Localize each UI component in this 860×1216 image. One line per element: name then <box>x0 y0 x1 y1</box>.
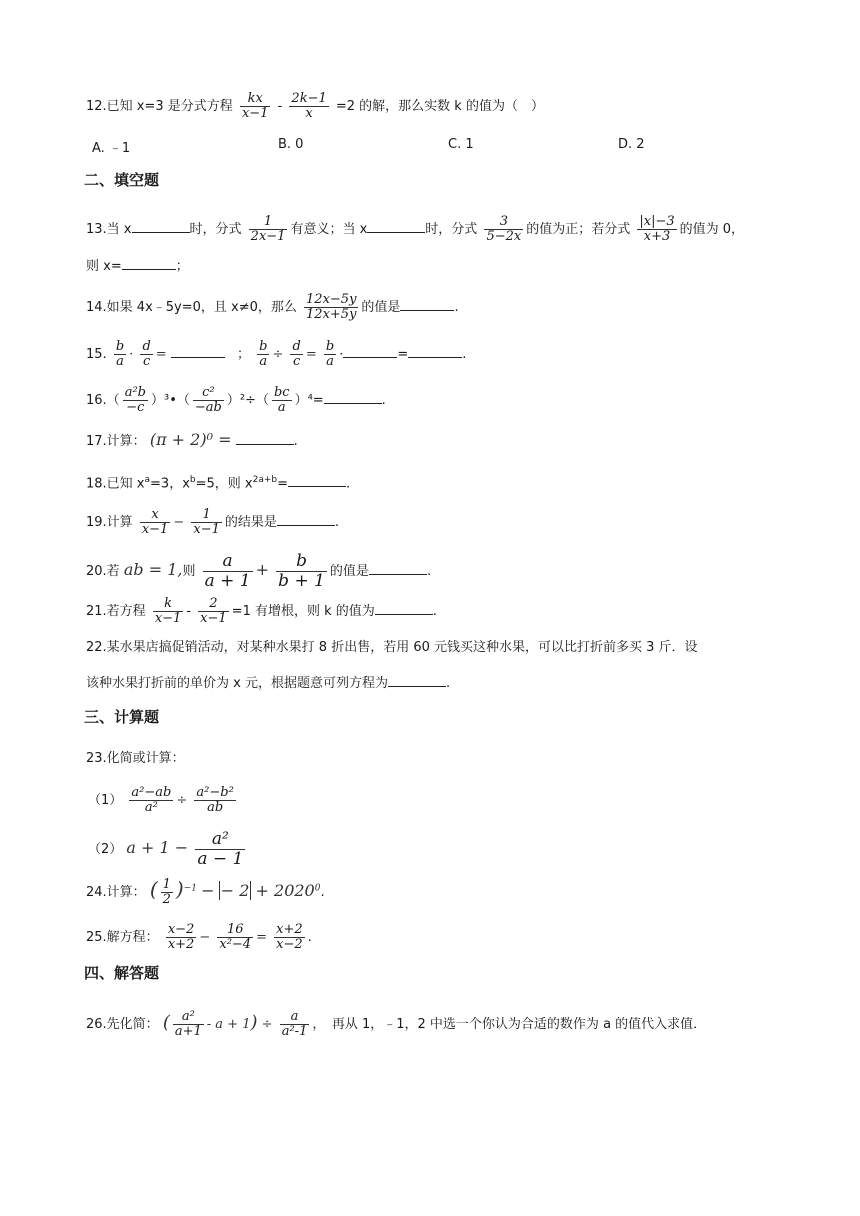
q21-text: 21.若方程 <box>86 604 146 619</box>
frac-num: 1 <box>162 877 171 892</box>
q24-text: 24.计算： <box>86 885 146 900</box>
q19-text: . <box>334 515 340 530</box>
q15-op: = <box>305 347 317 362</box>
q16-text: 16.（ <box>86 393 120 408</box>
q24-text: . <box>320 885 325 900</box>
question-12 <box>86 92 544 121</box>
q24-paren: ) <box>175 877 184 901</box>
q17-text: . <box>293 434 298 449</box>
frac-num: k <box>153 597 184 612</box>
answer-blank <box>122 257 176 270</box>
answer-blank <box>388 674 446 687</box>
q23-fraction <box>129 786 173 815</box>
answer-blank <box>132 220 190 233</box>
q21-fraction <box>153 597 184 626</box>
answer-blank <box>343 345 397 358</box>
q15-fraction <box>114 340 126 369</box>
q26-op: ÷ <box>261 1017 273 1032</box>
frac-den: a <box>277 400 286 415</box>
frac-num: c² <box>193 386 224 401</box>
frac-num: d <box>142 339 151 354</box>
q12-option-a: A. ﹣1 <box>92 141 131 156</box>
q21-text: =1 有增根，则 k 的值为 <box>231 604 375 619</box>
q18-exponent: a <box>144 475 151 485</box>
frac-den: a − 1 <box>197 849 244 869</box>
q13-fraction-1 <box>249 215 288 244</box>
q16-text: ）³•（ <box>150 393 190 408</box>
q21-text: . <box>432 604 437 619</box>
q25-fraction <box>274 923 305 952</box>
frac-den: x+2 <box>167 937 195 952</box>
q19-text: 19.计算 <box>86 515 133 530</box>
q19-fraction <box>140 508 171 537</box>
q15-text: = <box>397 347 409 362</box>
frac-den: a <box>326 354 334 369</box>
q26-fraction <box>173 1010 204 1039</box>
frac-num: b <box>259 339 268 354</box>
q13-text: 的值为正；若分式 <box>526 222 631 237</box>
frac-num: a²−ab <box>131 785 172 800</box>
question-18 <box>86 470 350 494</box>
frac-den: x−1 <box>141 522 169 537</box>
q20-text: 20.若 <box>86 564 120 579</box>
answer-blank <box>369 562 427 575</box>
answer-blank <box>171 345 225 358</box>
frac-num: 1 <box>191 508 222 523</box>
q15-text: ； <box>236 347 250 362</box>
frac-den: c <box>142 354 151 369</box>
question-13 <box>86 215 744 244</box>
q12-prefix: 12.已知 x=3 是分式方程 <box>86 99 233 114</box>
q20-fraction <box>203 552 253 591</box>
q13-text: ； <box>175 259 189 274</box>
q15-op: ÷ <box>272 347 284 362</box>
q24-paren: ( <box>149 877 158 901</box>
q16-fraction <box>272 386 292 415</box>
question-23-part-2 <box>88 830 248 869</box>
q16-text: ）⁴= <box>294 393 324 408</box>
q22-text: 该种水果打折前的单价为 x 元，根据题意可列方程为 <box>86 676 388 691</box>
frac-num: b <box>115 339 125 354</box>
question-23-part-1 <box>88 786 239 815</box>
frac-num: 16 <box>217 923 253 938</box>
q26-text: ， 再从 1，﹣1，2 中选一个你认为合适的数作为 a 的值代入求值． <box>312 1017 707 1032</box>
q12-option-c: C. 1 <box>448 137 474 152</box>
q20-op: + <box>255 560 270 579</box>
answer-blank <box>236 432 294 445</box>
q14-text: . <box>454 300 459 315</box>
q17-expression: (π + 2)⁰ = <box>149 430 232 449</box>
q22-text: . <box>445 676 451 691</box>
answer-blank <box>408 345 462 358</box>
q19-op: − <box>173 515 185 530</box>
frac-den: a²-1 <box>281 1024 308 1039</box>
q26-paren: ( <box>162 1012 170 1033</box>
question-22-line-2 <box>86 674 450 694</box>
q15-fraction <box>140 340 152 369</box>
q18-exponent: 2a+b <box>252 475 278 485</box>
question-16 <box>86 386 386 415</box>
frac-den: x <box>305 106 313 121</box>
answer-blank <box>288 474 346 487</box>
q15-fraction <box>257 340 269 369</box>
frac-num: kx <box>240 92 271 107</box>
frac-num: 2 <box>198 597 229 612</box>
question-21 <box>86 597 437 626</box>
q16-fraction <box>193 386 224 415</box>
q15-op: · <box>129 347 134 362</box>
question-13-line-2 <box>86 257 189 277</box>
frac-den: −c <box>126 400 145 415</box>
q18-exponent: b <box>189 475 196 485</box>
answer-blank <box>375 602 433 615</box>
frac-num: a <box>203 552 253 572</box>
q20-text: 的值是 <box>329 564 369 579</box>
question-19 <box>86 508 339 537</box>
q13-fraction-2 <box>484 215 523 244</box>
q19-fraction <box>191 508 222 537</box>
q21-fraction <box>198 597 229 626</box>
q20-fraction <box>276 552 327 591</box>
frac-den: a+1 <box>174 1024 202 1039</box>
q13-text: 时，分式 <box>425 222 478 237</box>
frac-num: 2k−1 <box>291 91 327 106</box>
q24-exponent: 0 <box>314 883 321 894</box>
frac-den: c <box>293 354 301 369</box>
q14-text: 的值是 <box>361 300 401 315</box>
question-14 <box>86 293 459 322</box>
q16-text: ）²÷（ <box>226 393 269 408</box>
frac-num: x <box>140 508 171 523</box>
q15-text: 15. <box>86 347 107 362</box>
q13-fraction-3 <box>637 215 676 244</box>
frac-den: −ab <box>194 400 222 415</box>
q25-fraction <box>166 923 197 952</box>
q17-text: 17.计算： <box>86 434 146 449</box>
question-17 <box>86 430 298 452</box>
q12-option-b: B. 0 <box>278 137 304 152</box>
frac-num: 3 <box>484 215 523 230</box>
q16-fraction <box>123 386 148 415</box>
q18-text: =3，x <box>150 476 190 492</box>
q25-text: . <box>307 930 312 945</box>
q24-fraction <box>161 878 173 907</box>
frac-den: 12x+5y <box>306 307 357 322</box>
answer-blank <box>324 391 382 404</box>
frac-num: 12x−5y <box>306 292 357 307</box>
q13-text: 有意义；当 x <box>290 222 368 237</box>
frac-den: a² <box>144 800 158 815</box>
q15-fraction <box>324 340 336 369</box>
section-heading-answer: 四、解答题 <box>84 964 160 982</box>
q18-text: . <box>346 476 351 492</box>
q12-fraction-2 <box>289 92 328 121</box>
q26-text: 26.先化简： <box>86 1017 159 1032</box>
q23-label: （2） <box>88 842 123 857</box>
frac-num: bc <box>273 385 290 400</box>
question-23-title: 23.化简或计算： <box>86 751 185 766</box>
frac-den: ab <box>207 800 224 815</box>
q24-exponent: −1 <box>183 883 198 894</box>
q25-op: − <box>199 930 211 945</box>
frac-den: 5−2x <box>486 229 522 244</box>
q26-paren: ) <box>250 1012 258 1033</box>
frac-den: x+3 <box>643 229 671 244</box>
q13-text: 则 x= <box>86 259 122 274</box>
frac-den: x−1 <box>193 522 220 537</box>
frac-num: 1 <box>249 215 288 230</box>
q20-condition: ab = 1, <box>123 560 183 579</box>
q24-op: + 2020 <box>255 881 315 900</box>
q23-label: （1） <box>88 793 123 808</box>
frac-den: a <box>259 354 268 369</box>
question-26 <box>86 1010 706 1039</box>
q26-expression: - a + 1 <box>206 1017 251 1032</box>
frac-num: a <box>280 1010 310 1025</box>
q20-text: . <box>426 564 432 579</box>
q12-fraction-1 <box>240 92 271 121</box>
q21-op: - <box>186 604 192 619</box>
q23-fraction <box>194 786 235 815</box>
question-22-line-1: 22.某水果店搞促销活动，对某种水果打 8 折出售，若用 60 元钱买这种水果，可以比打折前多买 3 斤．设 <box>86 640 698 655</box>
frac-num: a² <box>173 1010 204 1025</box>
frac-den: x−2 <box>276 937 303 952</box>
q23-fraction <box>195 830 245 869</box>
frac-num: a² <box>195 830 245 850</box>
frac-num: a²−b² <box>196 785 234 800</box>
q15-op: = <box>155 347 167 362</box>
q14-fraction <box>304 293 358 322</box>
q12-minus: - <box>277 99 283 114</box>
q23-op: ÷ <box>176 793 188 808</box>
q18-text: = <box>277 476 289 492</box>
frac-den: a + 1 <box>204 571 251 591</box>
frac-den: 2x−1 <box>250 229 286 244</box>
q13-text: 时，分式 <box>189 222 242 237</box>
q13-text: 的值为 0， <box>679 222 745 237</box>
frac-den: b + 1 <box>278 571 325 591</box>
frac-den: x−1 <box>154 611 182 626</box>
q24-abs: − 2 <box>220 881 250 900</box>
q18-text: 18.已知 x <box>86 476 145 492</box>
frac-num: a²b <box>124 385 146 400</box>
frac-den: x−1 <box>200 611 227 626</box>
section-heading-fill-blank: 二、填空题 <box>84 171 160 189</box>
q14-text: 14.如果 4x﹣5y=0，且 x≠0，那么 <box>86 300 297 315</box>
answer-blank <box>367 220 425 233</box>
frac-num: d <box>292 339 301 354</box>
frac-num: |x|−3 <box>639 214 675 229</box>
q12-suffix: =2 的解，那么实数 k 的值为（ ） <box>335 99 544 114</box>
frac-num: x+2 <box>276 922 303 937</box>
q16-text: . <box>381 393 386 408</box>
answer-blank <box>277 513 335 526</box>
q26-fraction <box>280 1010 310 1039</box>
q15-op: · <box>339 347 344 362</box>
frac-num: b <box>325 339 335 354</box>
q19-text: 的结果是 <box>224 515 277 530</box>
section-heading-calculation: 三、计算题 <box>84 708 160 726</box>
question-15 <box>86 340 466 369</box>
frac-den: 2 <box>162 892 171 907</box>
q20-text: 则 <box>182 564 196 579</box>
q13-text: 13.当 x <box>86 222 132 237</box>
q15-fraction <box>290 340 302 369</box>
frac-den: x−1 <box>241 106 269 121</box>
frac-den: x²−4 <box>219 937 252 952</box>
q23-expression: a + 1 − <box>126 838 189 857</box>
q25-fraction <box>217 923 253 952</box>
q18-text: =5，则 x <box>195 476 253 492</box>
frac-num: b <box>276 552 327 572</box>
q15-text: . <box>462 347 467 362</box>
question-24 <box>86 878 325 907</box>
question-20 <box>86 552 431 591</box>
q25-op: = <box>256 930 267 945</box>
question-25 <box>86 923 312 952</box>
frac-den: a <box>116 354 124 369</box>
q12-option-d: D. 2 <box>618 137 645 152</box>
q25-text: 25.解方程： <box>86 930 159 945</box>
q24-op: − <box>201 881 215 900</box>
frac-num: x−2 <box>167 922 195 937</box>
answer-blank <box>400 298 454 311</box>
